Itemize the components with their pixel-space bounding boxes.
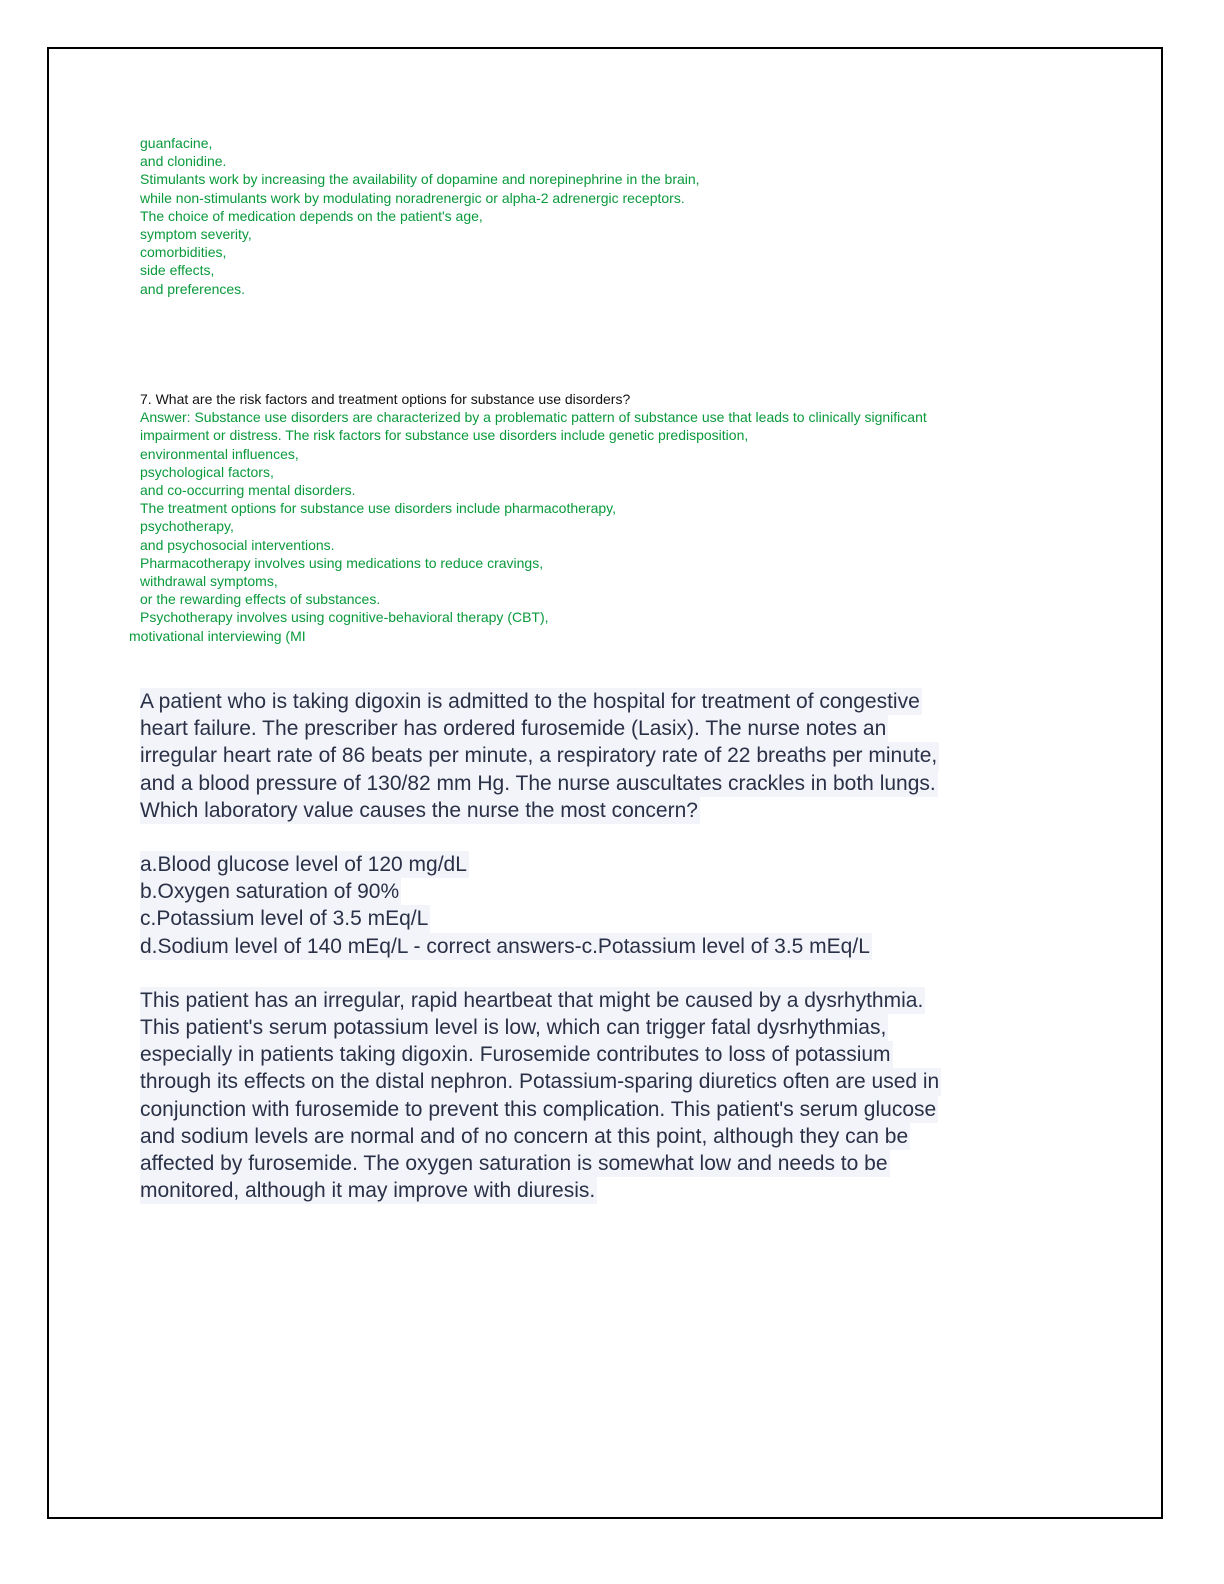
- text-line: and clonidine.: [140, 153, 227, 170]
- option-c: c.Potassium level of 3.5 mEq/L: [140, 905, 430, 932]
- answer-line: and psychosocial interventions.: [140, 536, 335, 553]
- rationale-line: especially in patients taking digoxin. Furosemide contributes to loss of potassium: [140, 1041, 893, 1068]
- answer-line: or the rewarding effects of substances.: [140, 591, 381, 608]
- text-line: guanfacine,: [140, 135, 213, 151]
- rationale-line: This patient's serum potassium level is low, which can trigger fatal dysrhythmias,: [140, 1014, 888, 1041]
- answer-line: and co-occurring mental disorders.: [140, 482, 356, 499]
- answer-line: psychological factors,: [140, 463, 274, 480]
- stem-line: heart failure. The prescriber has ordered furosemide (Lasix). The nurse notes an: [140, 715, 888, 742]
- text-line: while non-stimulants work by modulating noradrenergic or alpha-2 adrenergic receptors.: [140, 189, 685, 206]
- stem-line: and a blood pressure of 130/82 mm Hg. The nurse auscultates crackles in both lungs.: [140, 770, 938, 797]
- rationale-line: and sodium levels are normal and of no concern at this point, although they can be: [140, 1123, 910, 1150]
- spacer: [140, 960, 1070, 987]
- answer-line: environmental influences,: [140, 445, 299, 462]
- rationale-line: This patient has an irregular, rapid heartbeat that might be caused by a dysrhythmia.: [140, 987, 925, 1014]
- question-heading: 7. What are the risk factors and treatment options for substance use disorders?: [140, 391, 631, 407]
- answer-options: [140, 851, 1070, 960]
- answer-line: impairment or distress. The risk factors for substance use disorders include genetic predisposition,: [140, 427, 749, 444]
- option-d: d.Sodium level of 140 mEq/L - correct answers-c.Potassium level of 3.5 mEq/L: [140, 933, 872, 960]
- stem-line: irregular heart rate of 86 beats per minute, a respiratory rate of 22 breaths per minute,: [140, 742, 939, 769]
- mcq-block: [140, 688, 1070, 1204]
- spacer: [140, 824, 1070, 851]
- text-line: symptom severity,: [140, 226, 252, 243]
- text-line: Stimulants work by increasing the availability of dopamine and norepinephrine in the brain,: [140, 171, 700, 188]
- answer-trailing-line: motivational interviewing (MI: [129, 627, 306, 644]
- rationale: [140, 987, 1070, 1205]
- question-stem: [140, 688, 1070, 824]
- option-a: a.Blood glucose level of 120 mg/dL: [140, 851, 469, 878]
- text-line: and preferences.: [140, 280, 246, 297]
- question-7-block: [129, 390, 1090, 645]
- rationale-line: affected by furosemide. The oxygen saturation is somewhat low and needs to be: [140, 1150, 890, 1177]
- text-line: comorbidities,: [140, 244, 227, 261]
- answer-line: Answer: Substance use disorders are characterized by a problematic pattern of substance use that leads to clinically significant: [140, 409, 927, 426]
- answer-line: withdrawal symptoms,: [140, 573, 278, 590]
- text-line: The choice of medication depends on the patient's age,: [140, 207, 483, 224]
- rationale-line: monitored, although it may improve with diuresis.: [140, 1177, 597, 1204]
- option-b: b.Oxygen saturation of 90%: [140, 878, 401, 905]
- medication-text-block: [140, 134, 1090, 298]
- answer-line: psychotherapy,: [140, 518, 234, 535]
- rationale-line: conjunction with furosemide to prevent this complication. This patient's serum glucose: [140, 1096, 938, 1123]
- rationale-line: through its effects on the distal nephron. Potassium-sparing diuretics often are used in: [140, 1068, 941, 1095]
- stem-line: A patient who is taking digoxin is admitted to the hospital for treatment of congestive: [140, 688, 922, 715]
- answer-line: The treatment options for substance use disorders include pharmacotherapy,: [140, 500, 616, 517]
- stem-line: Which laboratory value causes the nurse the most concern?: [140, 797, 700, 824]
- answer-line: Pharmacotherapy involves using medications to reduce cravings,: [140, 554, 544, 571]
- text-line: side effects,: [140, 262, 215, 279]
- answer-line: Psychotherapy involves using cognitive-behavioral therapy (CBT),: [140, 609, 549, 626]
